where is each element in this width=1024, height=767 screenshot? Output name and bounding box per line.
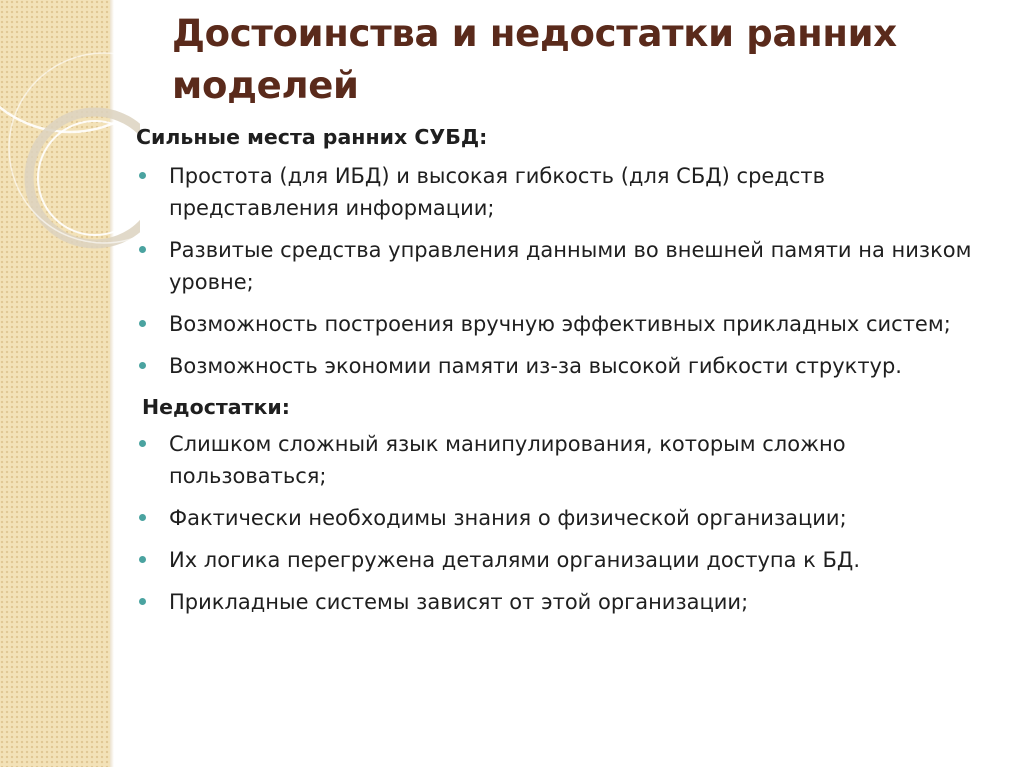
- list-item-text: Прикладные системы зависят от этой организации;: [169, 590, 749, 614]
- list-item: [136, 428, 996, 492]
- bullet-dot-icon: [139, 440, 146, 447]
- list-item-text: Их логика перегружена деталями организации доступа к БД.: [169, 548, 861, 572]
- list-item: [136, 544, 996, 576]
- strengths-heading: Сильные места ранних СУБД:: [136, 125, 488, 149]
- strengths-list: [136, 160, 996, 382]
- bullet-dot-icon: [139, 598, 146, 605]
- bullet-dot-icon: [139, 362, 146, 369]
- list-item: [136, 234, 996, 298]
- list-item-text: Простота (для ИБД) и высокая гибкость (для СБД) средств представления информации;: [169, 164, 825, 220]
- list-item: [136, 350, 996, 382]
- list-item-text: Возможность экономии памяти из-за высокой гибкости структур.: [169, 354, 902, 378]
- bullet-dot-icon: [139, 172, 146, 179]
- weaknesses-heading: Недостатки:: [142, 395, 290, 419]
- list-item: [136, 308, 996, 340]
- list-item: [136, 502, 996, 534]
- bullet-dot-icon: [139, 246, 146, 253]
- list-item: [136, 586, 996, 618]
- slide-content: [136, 122, 996, 628]
- list-item-text: Фактически необходимы знания о физической организации;: [169, 506, 847, 530]
- list-item-text: Слишком сложный язык манипулирования, которым сложно пользоваться;: [169, 432, 846, 488]
- side-panel-edge: [110, 0, 114, 767]
- list-item-text: Возможность построения вручную эффективных прикладных систем;: [169, 312, 951, 336]
- decorative-side-panel: [0, 0, 110, 767]
- weaknesses-list: [136, 428, 996, 618]
- list-item: [136, 160, 996, 224]
- bullet-dot-icon: [139, 556, 146, 563]
- list-item-text: Развитые средства управления данными во внешней памяти на низком уровне;: [169, 238, 972, 294]
- bullet-dot-icon: [139, 514, 146, 521]
- slide-title: Достоинства и недостатки ранних моделей: [172, 12, 897, 107]
- bullet-dot-icon: [139, 320, 146, 327]
